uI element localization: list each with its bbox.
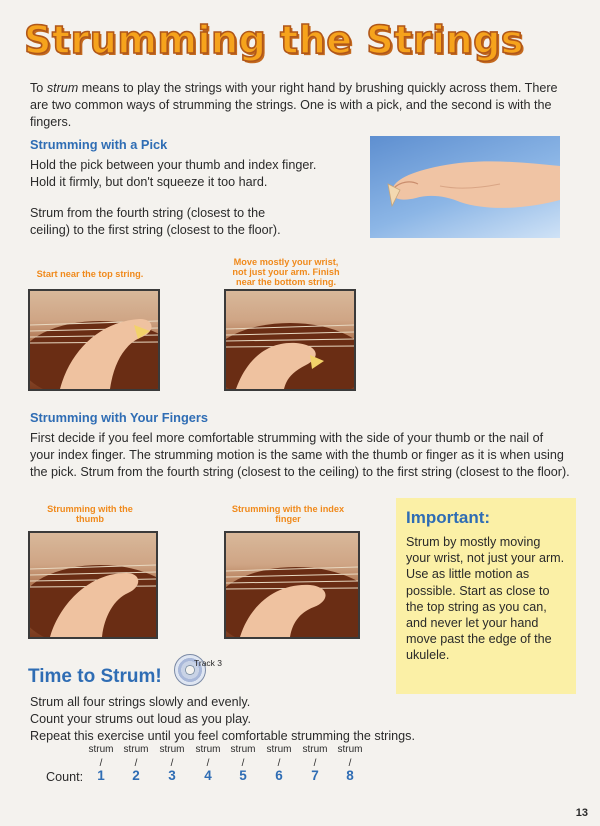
caption-move-wrist: Move mostly your wrist, not just your arm. Finish near the bottom string.	[232, 257, 340, 287]
hand-pick-illustration	[370, 136, 560, 238]
count-number: 1	[97, 768, 105, 783]
strum-slash: /	[170, 758, 174, 769]
strum-slash: /	[277, 758, 281, 769]
ukulele-pick-start-illustration	[30, 291, 158, 389]
strum-word: strum	[302, 744, 328, 755]
strum-instruction-1: Strum all four strings slowly and evenly.	[30, 695, 251, 709]
strum-slash: /	[313, 758, 317, 769]
pick-start-photo	[28, 289, 160, 391]
count-number: 3	[168, 768, 176, 783]
strum-term: strum	[46, 81, 79, 95]
ukulele-pick-finish-illustration	[226, 291, 354, 389]
important-title: Important:	[406, 508, 491, 527]
count-number: 8	[346, 768, 354, 783]
fingers-paragraph: First decide if you feel more comfortable strumming with the side of your thumb or the nail of your index finger. The strumming motion is the same with the thumb or finger as it is when using the pick. Strum from the fourth string (closest to the ceiling) to the first string (closest to the floor).	[30, 431, 570, 479]
caption-thumb: Strumming with the thumb	[47, 504, 133, 524]
important-text: Strum by mostly moving your wrist, not just your arm. Use as little motion as possible. Start as close to the top string as you can, and never let your hand move past the edge of the ukulele.	[406, 535, 565, 663]
strum-instruction-3: Repeat this exercise until you feel comfortable strumming the strings.	[30, 729, 415, 743]
strum-word: strum	[88, 744, 114, 755]
count-label: Count:	[46, 770, 84, 784]
strum-slash: /	[134, 758, 138, 769]
index-finger-strum-photo	[224, 531, 360, 639]
pick-heading: Strumming with a Pick	[30, 137, 168, 152]
strum-word: strum	[337, 744, 363, 755]
thumb-strum-photo	[28, 531, 158, 639]
track-label: Track 3	[194, 658, 223, 668]
count-number: 2	[132, 768, 140, 783]
count-number: 4	[204, 768, 212, 783]
strum-word: strum	[159, 744, 185, 755]
pick-paragraph-1: Hold the pick between your thumb and index finger. Hold it firmly, but don't squeeze it too hard.	[30, 158, 317, 189]
strum-word: strum	[195, 744, 221, 755]
ukulele-index-finger-illustration	[226, 533, 358, 637]
strum-slash: /	[99, 758, 103, 769]
count-number: 5	[239, 768, 247, 783]
strum-slash: /	[241, 758, 245, 769]
time-to-strum-title: Time to Strum!	[28, 666, 162, 687]
fingers-heading: Strumming with Your Fingers	[30, 410, 208, 425]
count-number: 6	[275, 768, 283, 783]
important-callout	[396, 498, 576, 694]
strum-slash: /	[348, 758, 352, 769]
page-number: 13	[575, 807, 588, 819]
count-number: 7	[311, 768, 319, 783]
caption-start-top: Start near the top string.	[36, 269, 144, 279]
strum-word: strum	[266, 744, 292, 755]
page-title: Strumming the Strings	[24, 18, 524, 62]
strum-slash: /	[206, 758, 210, 769]
strum-instruction-2: Count your strums out loud as you play.	[30, 712, 251, 726]
intro-paragraph: To strum means to play the strings with your right hand by brushing quickly across them. There are two common ways of strumming the strings. One is with a pick, and the second is with the fingers.	[30, 81, 558, 129]
hand-holding-pick-photo	[370, 136, 560, 238]
pick-paragraph-2: Strum from the fourth string (closest to the ceiling) to the first string (closest to the floor).	[30, 206, 281, 237]
caption-index-finger: Strumming with the index finger	[231, 504, 345, 524]
strum-word: strum	[230, 744, 256, 755]
ukulele-thumb-illustration	[30, 533, 156, 637]
strum-word: strum	[123, 744, 149, 755]
pick-finish-photo	[224, 289, 356, 391]
